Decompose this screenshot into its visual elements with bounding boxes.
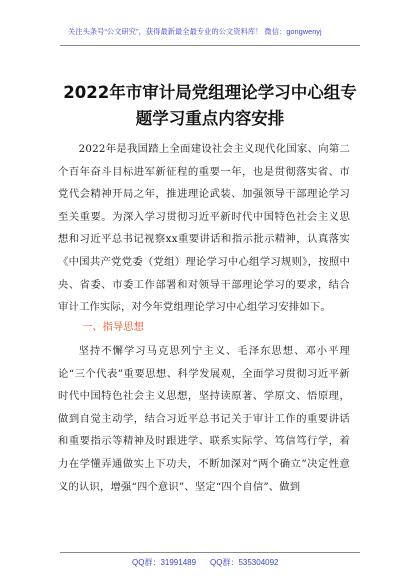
document-title: 2022年市审计局党组理论学习中心组专题学习重点内容安排 — [63, 83, 357, 128]
page-footer — [60, 552, 360, 573]
intro-paragraph: 2022年是我国踏上全面建设社会主义现代化国家、向第二个百年奋斗目标进军新征程的重要一年，也是贯彻落实省、市党代会精神开局之年，推进理论武装、加强领导干部理论学习至关重要。为深入学习贯彻习近平新时代中国特色社会主义思想和习近平总书记视察xx重要讲话和指示批示精神，认真落实《中国共产党党委（党组）理论学习中心组学习规则》，按照中央、省委、市委工作部署和对领导干部理论学习的要求，结合审计工作实际，对今年党组理论学习中心组学习安排如下。 — [58, 143, 350, 314]
page-header — [60, 23, 360, 46]
guiding-ideology-paragraph: 坚持不懈学习马克思列宁主义、毛泽东思想、邓小平理论“三个代表”重要思想、科学发展观，全面学习贯彻习近平新时代中国特色社会主义思想，坚持读原著、学原文、悟原理，做到自觉主动学，结合习近平总书记关于审计工作的重要讲话和重要指示等精神及时跟进学、联系实际学、笃信笃行学，着力在学懂弄通做实上下功夫，不断加深对“两个确立”决定性意义的认识，增强“四个意识”、坚定“四个自信”、做到 — [58, 345, 350, 493]
header-promo-link[interactable]: 关注头条号“公文研究”，获得最新最全最专业的公文资料库！ 微信：gongwenyj — [68, 27, 322, 36]
footer-qq-group-2[interactable]: QQ群：535304092 — [210, 558, 279, 567]
section-heading-guiding-ideology: 一、指导思想 — [82, 321, 144, 333]
footer-qq-group-1[interactable]: QQ群：31991489 — [132, 558, 197, 567]
